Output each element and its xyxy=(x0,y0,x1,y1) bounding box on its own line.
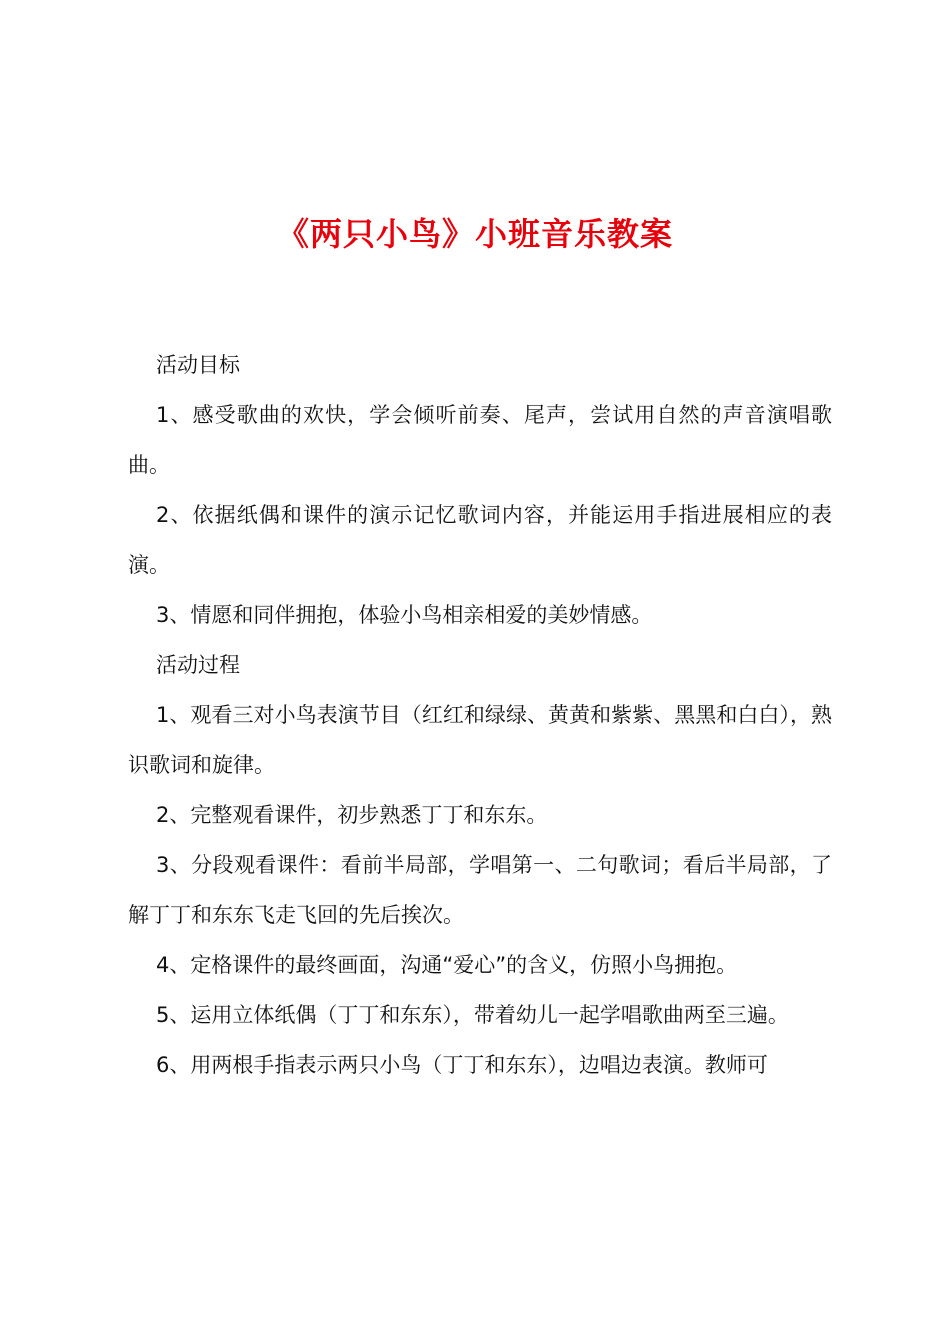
paragraph: 2、依据纸偶和课件的演示记忆歌词内容，并能运用手指进展相应的表演。 xyxy=(128,503,832,577)
paragraph: 1、观看三对小鸟表演节目（红红和绿绿、黄黄和紫紫、黑黑和白白），熟识歌词和旋律。 xyxy=(128,703,832,777)
paragraph: 2、完整观看课件，初步熟悉丁丁和东东。 xyxy=(156,803,548,827)
section-heading-goals: 活动目标 xyxy=(156,353,240,377)
paragraph: 4、定格课件的最终画面，沟通“爱心”的含义，仿照小鸟拥抱。 xyxy=(156,953,738,977)
paragraph: 3、情愿和同伴拥抱，体验小鸟相亲相爱的美妙情感。 xyxy=(156,603,653,627)
paragraph: 5、运用立体纸偶（丁丁和东东），带着幼儿一起学唱歌曲两至三遍。 xyxy=(156,1003,789,1027)
paragraph: 1、感受歌曲的欢快，学会倾听前奏、尾声，尝试用自然的声音演唱歌曲。 xyxy=(128,403,832,477)
paragraph: 6、用两根手指表示两只小鸟（丁丁和东东），边唱边表演。教师可 xyxy=(156,1053,768,1077)
section-heading-process: 活动过程 xyxy=(156,653,240,677)
document-body xyxy=(128,340,832,1090)
document-title: 《两只小鸟》小班音乐教案 xyxy=(276,215,673,253)
paragraph: 3、分段观看课件：看前半局部，学唱第一、二句歌词；看后半局部，了解丁丁和东东飞走飞回的先后挨次。 xyxy=(128,853,832,927)
